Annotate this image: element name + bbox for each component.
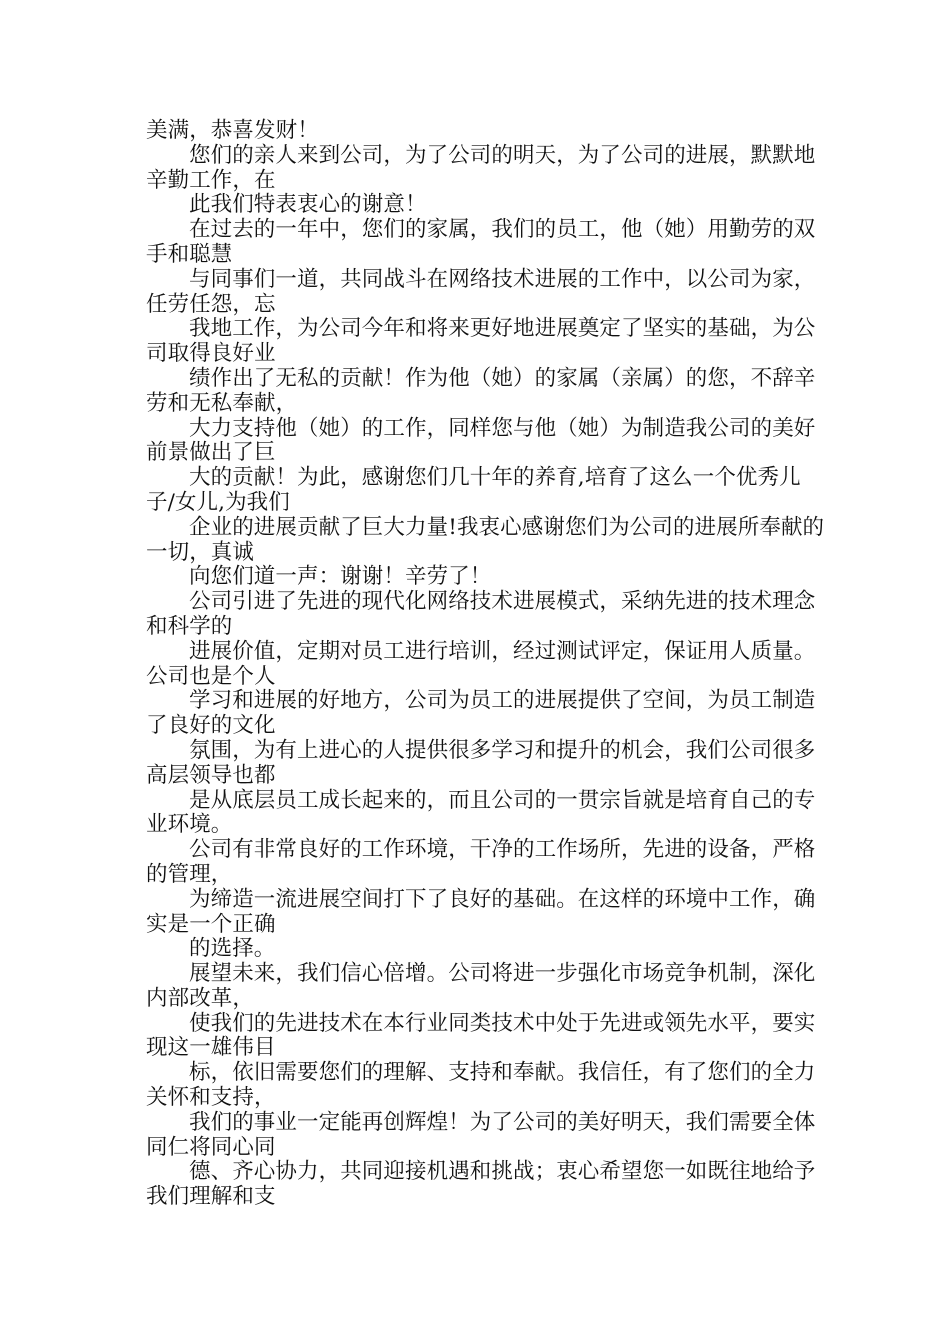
text-line: 绩作出了无私的贡献！作为他（她）的家属（亲属）的您，不辞辛劳和无私奉献，	[146, 365, 816, 416]
text-line: 展望未来，我们信心倍增。公司将进一步强化市场竞争机制，深化内部改革，	[146, 961, 816, 1011]
text-line: 大的贡献！为此，感谢您们几十年的养育,培育了这么一个优秀儿子/女儿,为我们	[146, 465, 801, 515]
text-line: 是从底层员工成长起来的，而且公司的一贯宗旨就是培育自己的专业环境。	[146, 787, 816, 838]
text-line: 标，依旧需要您们的理解、支持和奉献。我信任，有了您们的全力关怀和支持，	[146, 1060, 816, 1111]
text-line: 向您们道一声：谢谢！辛劳了！	[189, 564, 492, 590]
text-line: 使我们的先进技术在本行业同类技术中处于先进或领先水平，要实现这一雄伟目	[146, 1010, 816, 1061]
text-line: 公司引进了先进的现代化网络技术进展模式，采纳先进的技术理念和科学的	[146, 589, 816, 639]
text-line: 我地工作，为公司今年和将来更好地进展奠定了坚实的基础，为公司取得良好业	[146, 316, 816, 367]
text-line: 美满，恭喜发财！	[146, 118, 319, 143]
text-line: 此我们特表衷心的谢意！	[189, 192, 427, 218]
text-line: 企业的进展贡献了巨大力量!我衷心感谢您们为公司的进展所奉献的一切，真诚	[146, 514, 825, 565]
document-body	[146, 119, 826, 1210]
text-line: 大力支持他（她）的工作，同样您与他（她）为制造我公司的美好前景做出了巨	[146, 415, 816, 466]
text-line: 学习和进展的好地方，公司为员工的进展提供了空间，为员工制造了良好的文化	[146, 688, 816, 739]
text-line: 与同事们一道，共同战斗在网络技术进展的工作中，以公司为家，任劳任怨，忘	[146, 266, 816, 317]
text-line: 氛围，为有上进心的人提供很多学习和提升的机会，我们公司很多高层领导也都	[146, 737, 816, 788]
text-line: 在过去的一年中，您们的家属，我们的员工，他（她）用勤劳的双手和聪慧	[146, 217, 816, 267]
text-line: 公司有非常良好的工作环境，干净的工作场所，先进的设备，严格的管理，	[146, 837, 816, 887]
text-line: 您们的亲人来到公司，为了公司的明天，为了公司的进展，默默地辛勤工作，在	[146, 142, 816, 193]
text-line: 进展价值，定期对员工进行培训，经过测试评定，保证用人质量。公司也是个人	[146, 638, 816, 689]
text-line: 我们的事业一定能再创辉煌！为了公司的美好明天，我们需要全体同仁将同心同	[146, 1109, 816, 1160]
text-line: 德、齐心协力，共同迎接机遇和挑战；衷心希望您一如既往地给予我们理解和支	[146, 1159, 816, 1210]
text-line: 为缔造一流进展空间打下了良好的基础。在这样的环境中工作，确实是一个正确	[146, 886, 816, 937]
text-line: 的选择。	[189, 936, 276, 962]
